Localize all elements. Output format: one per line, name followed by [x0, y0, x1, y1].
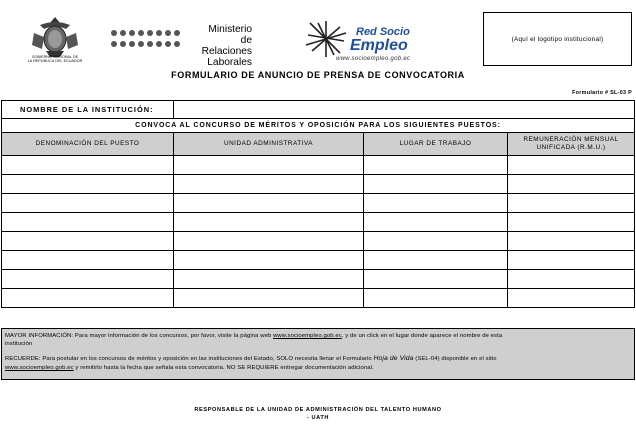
remember-text: Para postular en los concursos de méritos y oposición en las instituciones del Estado,: [42, 356, 275, 362]
table-cell[interactable]: [174, 232, 364, 251]
table-cell[interactable]: [2, 270, 174, 289]
table-cell[interactable]: [2, 194, 174, 213]
table-cell[interactable]: [364, 232, 508, 251]
remember-solo: SOLO: [276, 356, 294, 362]
table-cell[interactable]: [174, 251, 364, 270]
table-cell[interactable]: [364, 194, 508, 213]
table-cell[interactable]: [508, 213, 635, 232]
notes-box: [1, 328, 635, 380]
column-header-salary: REMUNERACIÓN MENSUAL UNIFICADA (R.M.U.): [508, 133, 635, 156]
table-row: [2, 232, 635, 251]
table-cell[interactable]: [2, 289, 174, 308]
signature-line: RESPONSABLE DE LA UNIDAD DE ADMINISTRACIÓN DEL TALENTO HUMANO: [194, 407, 442, 413]
column-header-unit: UNIDAD ADMINISTRATIVA: [174, 133, 364, 156]
table-cell[interactable]: [174, 156, 364, 175]
table-cell[interactable]: [508, 232, 635, 251]
ministry-name: [188, 24, 252, 68]
table-body: [2, 156, 635, 308]
table-cell[interactable]: [508, 175, 635, 194]
table-row: [2, 156, 635, 175]
convoca-text: CONVOCA AL CONCURSO DE MÉRITOS Y OPOSICIÓN PARA LOS SIGUIENTES PUESTOS:: [2, 119, 635, 133]
table-cell[interactable]: [508, 251, 635, 270]
remember-note-cont: [5, 364, 374, 373]
table-cell[interactable]: [508, 194, 635, 213]
signature-line: - UATH: [306, 415, 330, 421]
emblem-caption-line: LA REPUBLICA DEL ECUADOR: [27, 59, 83, 63]
table-cell[interactable]: [364, 270, 508, 289]
signature-block: [0, 406, 636, 422]
institution-logo-placeholder: (Aquí el logotipo institucional): [483, 12, 632, 66]
table-cell[interactable]: [2, 232, 174, 251]
remember-text: entregar documentación adicional.: [280, 365, 374, 371]
institution-row: [2, 101, 635, 119]
info-text: Para mayor información de los concursos, por favor, visite la página web: [74, 333, 272, 339]
table-row: [2, 194, 635, 213]
table-row: [2, 289, 635, 308]
column-header-row: [2, 133, 635, 156]
ministry-name-line: Laborales: [207, 57, 252, 68]
info-label: MAYOR INFORMACIÓN:: [5, 333, 74, 339]
table-cell[interactable]: [364, 213, 508, 232]
red-socio-url: www.socioempleo.gob.ec: [336, 56, 411, 62]
form-title: FORMULARIO DE ANUNCIO DE PRENSA DE CONVOCATORIA: [171, 70, 465, 80]
table-cell[interactable]: [2, 156, 174, 175]
emblem-caption: [14, 55, 96, 63]
table-cell[interactable]: [174, 175, 364, 194]
table-cell[interactable]: [364, 156, 508, 175]
table-cell[interactable]: [174, 213, 364, 232]
form-code: Formulario # SL-03 P: [572, 90, 632, 96]
table-cell[interactable]: [364, 175, 508, 194]
table-row: [2, 175, 635, 194]
info-note: [5, 332, 502, 341]
ministry-logo-dots: [108, 28, 188, 50]
remember-warning: NO SE REQUIERE: [226, 365, 279, 371]
table-row: [2, 251, 635, 270]
table-cell[interactable]: [364, 289, 508, 308]
socioempleo-link[interactable]: www.socioempleo.gob.ec: [273, 333, 342, 339]
institution-label: NOMBRE DE LA INSTITUCIÓN:: [2, 101, 174, 119]
table-row: [2, 270, 635, 289]
positions-table: [1, 100, 635, 308]
remember-label: RECUERDE:: [5, 356, 41, 362]
table-cell[interactable]: [508, 289, 635, 308]
remember-text: y remitirlo hasta la fecha que señala esta convocatoria.: [75, 365, 225, 371]
empleo-text: Empleo: [350, 37, 408, 54]
ministry-name-line: Ministerio: [208, 24, 252, 35]
table-cell[interactable]: [174, 270, 364, 289]
page-header: [0, 0, 636, 70]
column-header-workplace: LUGAR DE TRABAJO: [364, 133, 508, 156]
table-cell[interactable]: [364, 251, 508, 270]
table-row: [2, 213, 635, 232]
table-cell[interactable]: [174, 194, 364, 213]
remember-note: [5, 354, 497, 364]
table-cell[interactable]: [2, 251, 174, 270]
convoca-row: [2, 119, 635, 133]
info-text: institución: [5, 341, 33, 347]
red-socio-text: Red Socio: [356, 26, 410, 38]
remember-text: necesita llenar el Formulario: [294, 356, 372, 362]
column-header-position: DENOMINACIÓN DEL PUESTO: [2, 133, 174, 156]
institution-name-field[interactable]: [174, 101, 635, 119]
table-cell[interactable]: [508, 156, 635, 175]
table-cell[interactable]: [2, 175, 174, 194]
table-cell[interactable]: [174, 289, 364, 308]
remember-text: (SEL-04) disponible en el sitio: [415, 356, 497, 362]
info-text: , y de un click en el lugar donde aparece el nombre de esta: [341, 333, 503, 339]
table-cell[interactable]: [508, 270, 635, 289]
table-cell[interactable]: [2, 213, 174, 232]
emblem-caption-line: GOBIERNO NACIONAL DE: [31, 55, 79, 59]
remember-form-name: Hoja de Vida: [373, 355, 414, 362]
socioempleo-link[interactable]: www.socioempleo.gob.ec: [5, 365, 74, 371]
ministry-name-line: de Relaciones: [201, 35, 252, 57]
